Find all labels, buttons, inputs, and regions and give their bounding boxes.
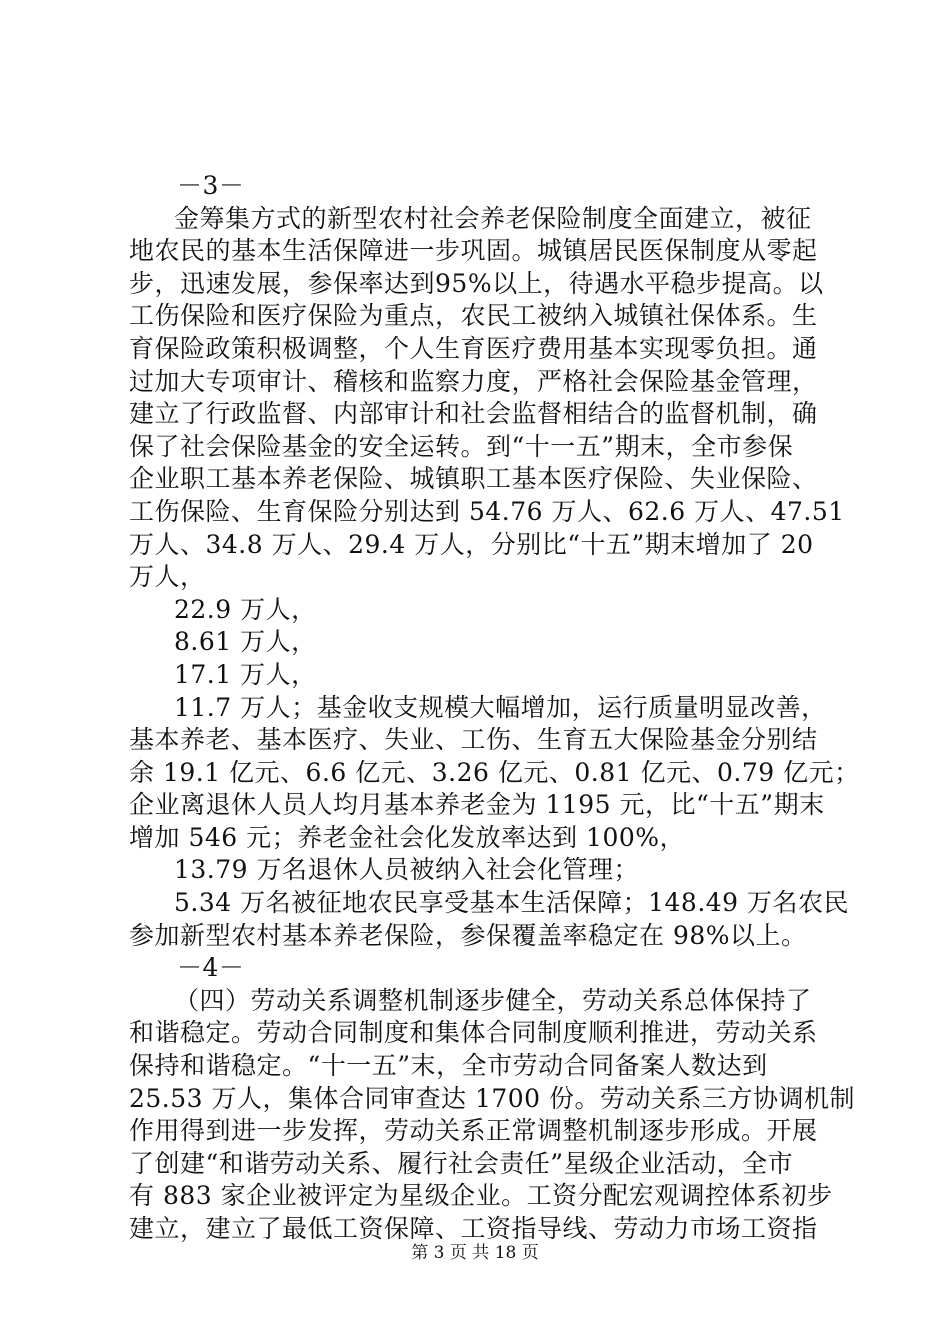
text-line: 22.9 万人， [174,594,317,624]
text-line: 步，迅速发展，参保率达到95%以上，待遇水平稳步提高。以 [129,268,824,298]
text-line: 5.34 万名被征地农民享受基本生活保障；148.49 万名农民 [174,888,850,918]
text-line: 地农民的基本生活保障进一步巩固。城镇居民医保制度从零起 [129,236,818,266]
text-line: 13.79 万名退休人员被纳入社会化管理； [174,855,640,885]
text-line: 保了社会保险基金的安全运转。到“十一五”期末，全市参保 [129,431,794,461]
text-line: 过加大专项审计、稽核和监察力度，严格社会保险基金管理， [129,366,818,396]
text-line: 8.61 万人， [174,627,317,657]
text-line: 有 883 家企业被评定为星级企业。工资分配宏观调控体系初步 [129,1181,833,1211]
text-line: （四）劳动关系调整机制逐步健全，劳动关系总体保持了 [174,985,812,1015]
text-line: 企业职工基本养老保险、城镇职工基本医疗保险、失业保险、 [129,464,818,494]
text-line: 建立了行政监督、内部审计和社会监督相结合的监督机制，确 [129,399,818,429]
text-line: 工伤保险、生育保险分别达到 54.76 万人、62.6 万人、47.51 [129,496,845,526]
text-line: 建立，建立了最低工资保障、工资指导线、劳动力市场工资指 [129,1214,818,1243]
text-line: 万人、34.8 万人、29.4 万人，分别比“十五”期末增加了 20 [129,529,814,559]
text-line: 17.1 万人， [174,659,317,689]
text-line: 余 19.1 亿元、6.6 亿元、3.26 亿元、0.81 亿元、0.79 亿元； [129,757,860,787]
text-line: 了创建“和谐劳动关系、履行社会责任”星级企业活动，全市 [129,1148,794,1178]
page-footer: 第 3 页 共 18 页 [411,1243,539,1263]
text-line: 企业离退休人员人均月基本养老金为 1195 元，比“十五”期末 [129,790,825,820]
text-line: 参加新型农村基本养老保险，参保覆盖率稳定在 98%以上。 [129,920,807,950]
text-line: 金筹集方式的新型农村社会养老保险制度全面建立，被征 [174,203,812,233]
text-line: 25.53 万人，集体合同审查达 1700 份。劳动关系三方协调机制 [129,1083,856,1113]
text-line: 增加 546 元；养老金社会化发放率达到 100%， [129,822,686,852]
body-text [129,170,860,1246]
text-line: 万人， [129,562,206,592]
text-line: 育保险政策积极调整，个人生育医疗费用基本实现零负担。通 [129,333,818,363]
text-line: 作用得到进一步发挥，劳动关系正常调整机制逐步形成。开展 [129,1116,818,1146]
text-line: 和谐稳定。劳动合同制度和集体合同制度顺利推进，劳动关系 [129,1018,818,1048]
text-line: 基本养老、基本医疗、失业、工伤、生育五大保险基金分别结 [129,725,818,755]
page-number-marker: －3－ [177,171,245,200]
text-line: 保持和谐稳定。“十一五”末，全市劳动合同备案人数达到 [129,1051,768,1081]
page-number-marker: －4－ [177,953,245,983]
text-line: 11.7 万人；基金收支规模大幅增加，运行质量明显改善， [174,692,827,722]
text-line: 工伤保险和医疗保险为重点，农民工被纳入城镇社保体系。生 [129,301,818,331]
